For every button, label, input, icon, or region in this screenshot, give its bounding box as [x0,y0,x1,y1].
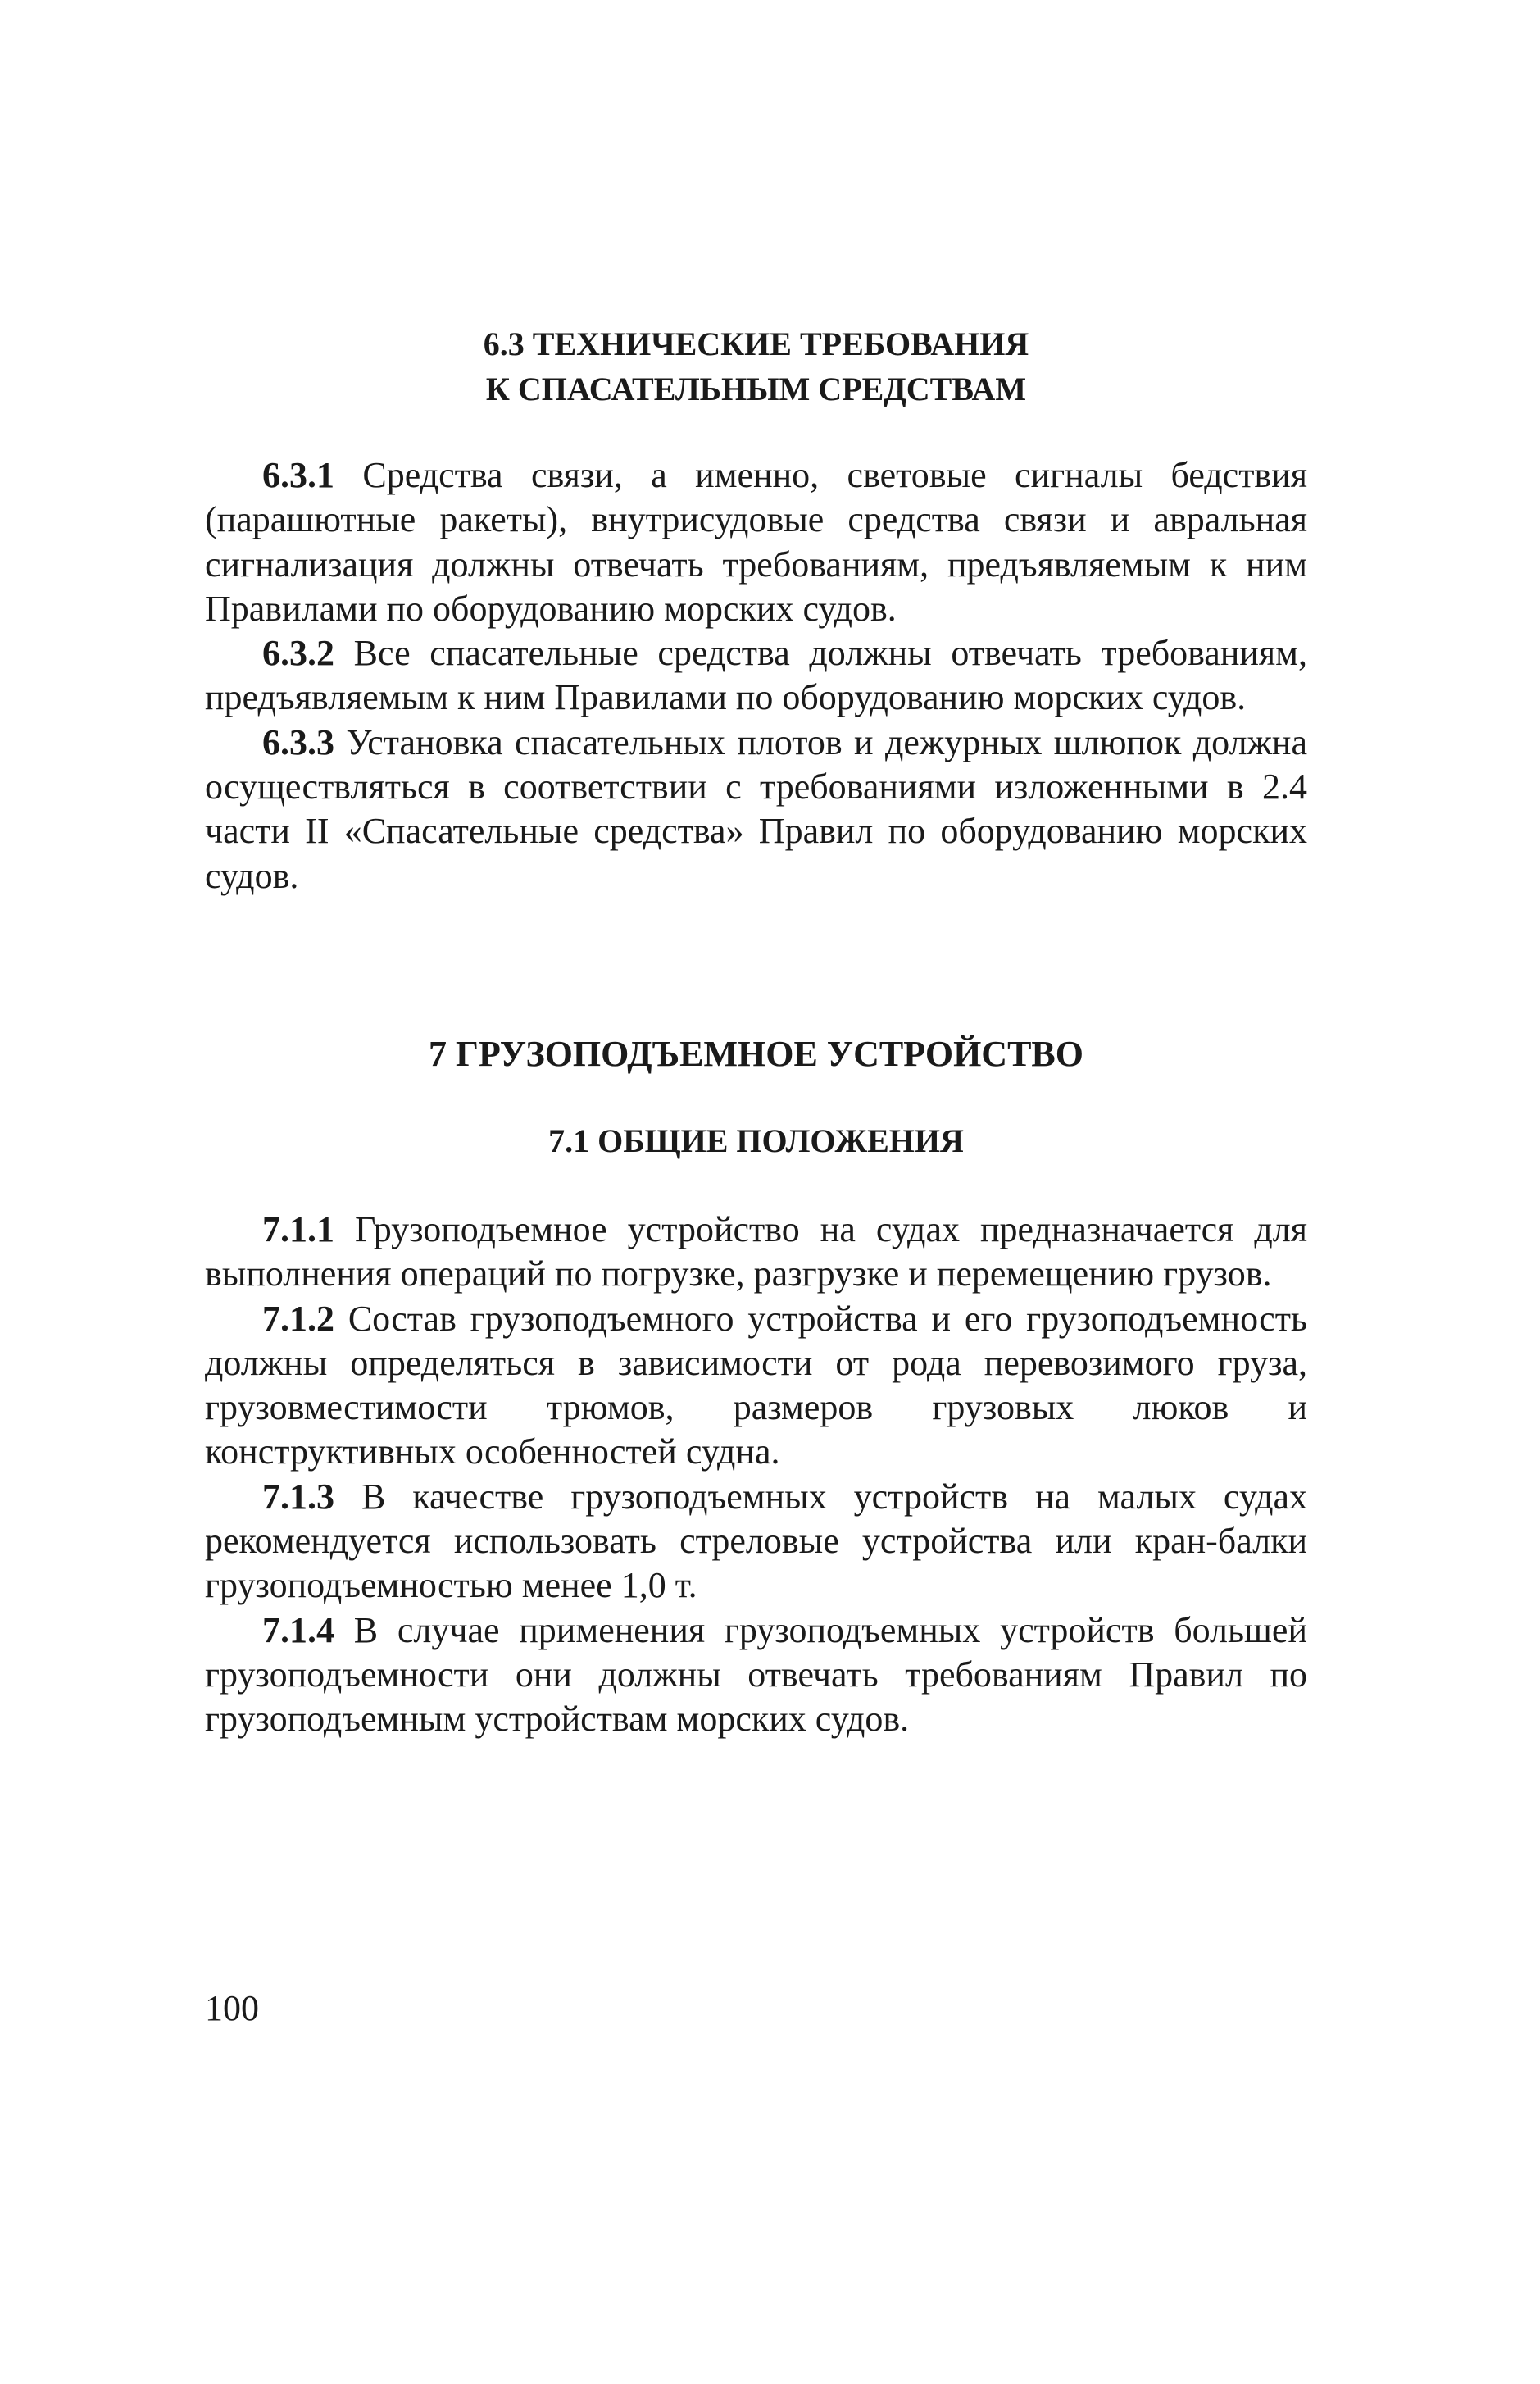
paragraph-7-1-2 [205,1297,1307,1475]
paragraph-text: Состав грузоподъемного устройства и его грузоподъемность должны определяться в зависимости от рода перевозимого груза, грузовместимости трюмов, размеров грузовых люков и конструктивных особенностей судна. [205,1298,1307,1472]
paragraph-text: Установка спасательных плотов и дежурных шлюпок должна осуществляться в соответствии с требованиями изложенными в 2.4 части II «Спасательные средства» Правил по оборудованию морских судов. [205,721,1307,896]
paragraph-6-3-3 [205,721,1307,899]
section-7-1-body [205,1208,1307,1742]
paragraph-6-3-2 [205,631,1307,721]
paragraph-text: В качестве грузоподъемных устройств на малых судах рекомендуется использовать стреловые устройства или кран-балки грузоподъемностью менее 1,0 т. [205,1476,1308,1606]
paragraph-number: 7.1.2 [262,1298,334,1339]
paragraph-number: 7.1.3 [262,1476,334,1517]
paragraph-number: 7.1.1 [262,1209,334,1249]
paragraph-6-3-1 [205,453,1307,631]
paragraph-text: Средства связи, а именно, световые сигналы бедствия (парашютные ракеты), внутрисудовые средства связи и авральная сигнализация должны отвечать требованиям, предъявляемым к ним Правилами по оборудованию морских судов. [205,455,1307,629]
section-6-3-body [205,453,1307,899]
paragraph-number: 7.1.4 [262,1609,334,1650]
paragraph-7-1-4 [205,1608,1307,1742]
paragraph-number: 6.3.3 [262,721,334,762]
paragraph-7-1-3 [205,1475,1307,1608]
page-number: 100 [205,1988,259,2028]
paragraph-number: 6.3.1 [262,455,334,495]
paragraph-text: Грузоподъемное устройство на судах предназначается для выполнения операций по погрузке, разгрузке и перемещению грузов. [205,1209,1307,1294]
section-heading-7-1: 7.1 ОБЩИЕ ПОЛОЖЕНИЯ [548,1122,964,1159]
section-heading-6-3-line-2: К СПАСАТЕЛЬНЫМ СРЕДСТВАМ [485,371,1027,407]
section-heading-6-3 [205,321,1307,412]
paragraph-text: Все спасательные средства должны отвечать требованиям, предъявляемым к ним Правилами по оборудованию морских судов. [205,633,1308,718]
paragraph-7-1-1 [205,1208,1307,1297]
paragraph-number: 6.3.2 [262,633,334,674]
chapter-heading-7: 7 ГРУЗОПОДЪЕМНОЕ УСТРОЙСТВО [429,1034,1083,1074]
section-heading-6-3-line-1: 6.3 ТЕХНИЧЕСКИЕ ТРЕБОВАНИЯ [483,325,1029,362]
paragraph-text: В случае применения грузоподъемных устройств большей грузоподъемности они должны отвечать требованиям Правил по грузоподъемным устройствам морских судов. [205,1609,1307,1740]
